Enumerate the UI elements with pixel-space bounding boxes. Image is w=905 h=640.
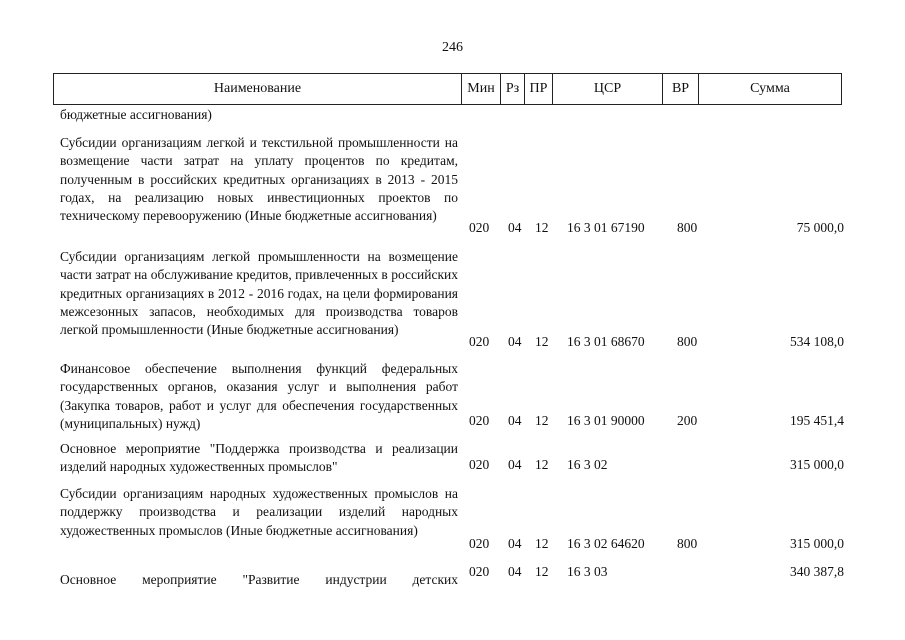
row-min: 020 <box>469 413 490 428</box>
row-pr: 12 <box>535 536 549 551</box>
header-name: Наименование <box>54 74 462 104</box>
row-sum: 315 000,0 <box>790 536 844 551</box>
page-number: 246 <box>442 40 463 55</box>
row-min: 020 <box>469 536 490 551</box>
header-pr: ПР <box>525 74 553 104</box>
table-header <box>53 73 842 105</box>
header-sum: Сумма <box>750 81 790 96</box>
row-sum: 340 387,8 <box>790 564 844 579</box>
row-pr: 12 <box>535 220 549 235</box>
row-vr: 800 <box>677 536 698 551</box>
row-name: Основное мероприятие "Развитие индустрии детских <box>60 572 458 587</box>
row-vr: 200 <box>677 413 698 428</box>
row-pr: 12 <box>535 334 549 349</box>
row-rz: 04 <box>508 413 522 428</box>
row-rz: 04 <box>508 536 522 551</box>
row-csr: 16 3 03 <box>567 564 608 579</box>
header-min: Мин <box>462 74 501 104</box>
row-pr: 12 <box>535 564 549 579</box>
row-min: 020 <box>469 564 490 579</box>
header-vr: ВР <box>663 74 699 104</box>
row-name: Финансовое обеспечение выполнения функций федеральных государственных органов, оказания услуг и выполнения работ (Закупка товаров, работ и услуг для обеспечения государственных (муниципальных) нужд) <box>60 361 458 431</box>
header-rz: Рз <box>501 74 525 104</box>
row-rz: 04 <box>508 334 522 349</box>
row-csr: 16 3 02 <box>567 457 608 472</box>
row-min: 020 <box>469 334 490 349</box>
row-vr: 800 <box>677 220 698 235</box>
row-min: 020 <box>469 457 490 472</box>
row-name: Основное мероприятие "Поддержка производства и реализации изделий народных художественных промыслов" <box>60 441 458 475</box>
row-name: Субсидии организациям народных художественных промыслов на поддержку производства и реализации изделий народных художественных промыслов (Иные бюджетные ассигнования) <box>60 486 458 538</box>
row-sum: 195 451,4 <box>790 413 844 428</box>
row-rz: 04 <box>508 564 522 579</box>
row-sum: 75 000,0 <box>796 220 844 235</box>
continuation-text: бюджетные ассигнования) <box>60 107 212 122</box>
header-csr: ЦСР <box>553 74 663 104</box>
row-csr: 16 3 02 64620 <box>567 536 645 551</box>
row-rz: 04 <box>508 220 522 235</box>
row-name: Субсидии организациям легкой промышленности на возмещение части затрат на обслуживание кредитов, привлеченных в российских кредитных организациях в 2012 - 2016 годах, на цели формирования межсезонных запасов, необходимых для производства товаров легкой промышленности (Иные бюджетные ассигнования) <box>60 249 458 338</box>
row-sum: 534 108,0 <box>790 334 844 349</box>
row-vr: 800 <box>677 334 698 349</box>
row-min: 020 <box>469 220 490 235</box>
row-csr: 16 3 01 68670 <box>567 334 645 349</box>
row-name: Субсидии организациям легкой и текстильной промышленности на возмещение части затрат на уплату процентов по кредитам, полученным в российских кредитных организациях в 2013 - 2015 годах, на реализацию новых инвестиционных проектов по техническому перевооружению (Иные бюджетные ассигнования) <box>60 135 458 224</box>
row-pr: 12 <box>535 457 549 472</box>
row-pr: 12 <box>535 413 549 428</box>
row-csr: 16 3 01 90000 <box>567 413 645 428</box>
row-rz: 04 <box>508 457 522 472</box>
row-csr: 16 3 01 67190 <box>567 220 645 235</box>
row-sum: 315 000,0 <box>790 457 844 472</box>
